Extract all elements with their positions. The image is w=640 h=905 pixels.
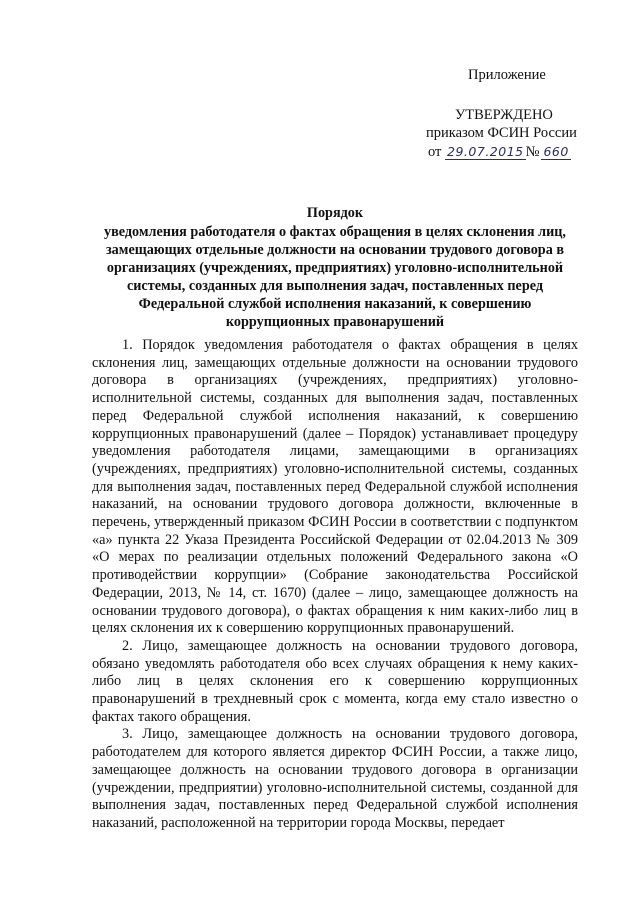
number-sign: № [525, 144, 540, 160]
appendix-label: Приложение [468, 67, 546, 83]
order-reference: приказом ФСИН России [426, 125, 577, 141]
order-date-line [428, 143, 571, 162]
handwritten-order-number: 660 [543, 144, 569, 159]
document-title [92, 204, 578, 331]
handwritten-date: 29.07.2015 [447, 144, 524, 159]
title-subtitle: уведомления работодателя о фактах обращения в целях склонения лиц, замещающих отдельные должности на основании трудового договора в организациях (учреждениях, предприятиях) уголовно-исполнительной системы, созданных для выполнения задач, поставленных перед Федеральной службой исполнения наказаний, к совершению коррупционных правонарушений [104, 224, 566, 330]
paragraph-3: 3. Лицо, замещающее должность на основании трудового договора, работодателем для которого является директор ФСИН России, а также лицо, замещающее должность на основании трудового договора в организации (учреждении, предприятии) уголовно-исполнительной системы, созданной для выполнения задач, поставленных перед Федеральной службой исполнения наказаний, расположенной на территории города Москвы, передает [92, 726, 578, 831]
title-main: Порядок [306, 205, 364, 221]
paragraph-2: 2. Лицо, замещающее должность на основании трудового договора, обязано уведомлять работодателя обо всех случаях обращения к нему каких-либо лиц в целях склонения его к совершению коррупционных правонарушений в трехдневный срок с момента, когда ему стало известно о фактах такого обращения. [92, 637, 578, 725]
document-body [92, 337, 578, 833]
paragraph-1: 1. Порядок уведомления работодателя о фактах обращения в целях склонения лиц, замещающих отдельные должности на основании трудового договора в организациях (учреждениях, предприятиях) уголовно-исполнительной системы, созданных для выполнения задач, поставленных перед Федеральной службой исполнения наказаний, к совершению коррупционных правонарушений (далее – Порядок) устанавливает процедуру уведомления работодателя лицами, замещающими в организациях (учреждениях, предприятиях) уголовно-исполнительной системы, созданных для выполнения задач, поставленных перед Федеральной службой исполнения наказаний, на основании трудового договора должности, включенные в перечень, утвержденный приказом ФСИН России в соответствии с подпунктом «а» пункта 22 Указа Президента Российской Федерации от 02.04.2013 № 309 «О мерах по реализации отдельных положений Федерального закона «О противодействии коррупции» (Собрание законодательства Российской Федерации, 2013, № 14, ст. 1670) (далее – лицо, замещающее должность на основании трудового договора), о фактах обращения к ним каких-либо лиц в целях склонения их к совершению коррупционных правонарушений. [92, 337, 578, 637]
date-prefix: от [428, 144, 442, 160]
approved-label: УТВЕРЖДЕНО [455, 107, 553, 123]
